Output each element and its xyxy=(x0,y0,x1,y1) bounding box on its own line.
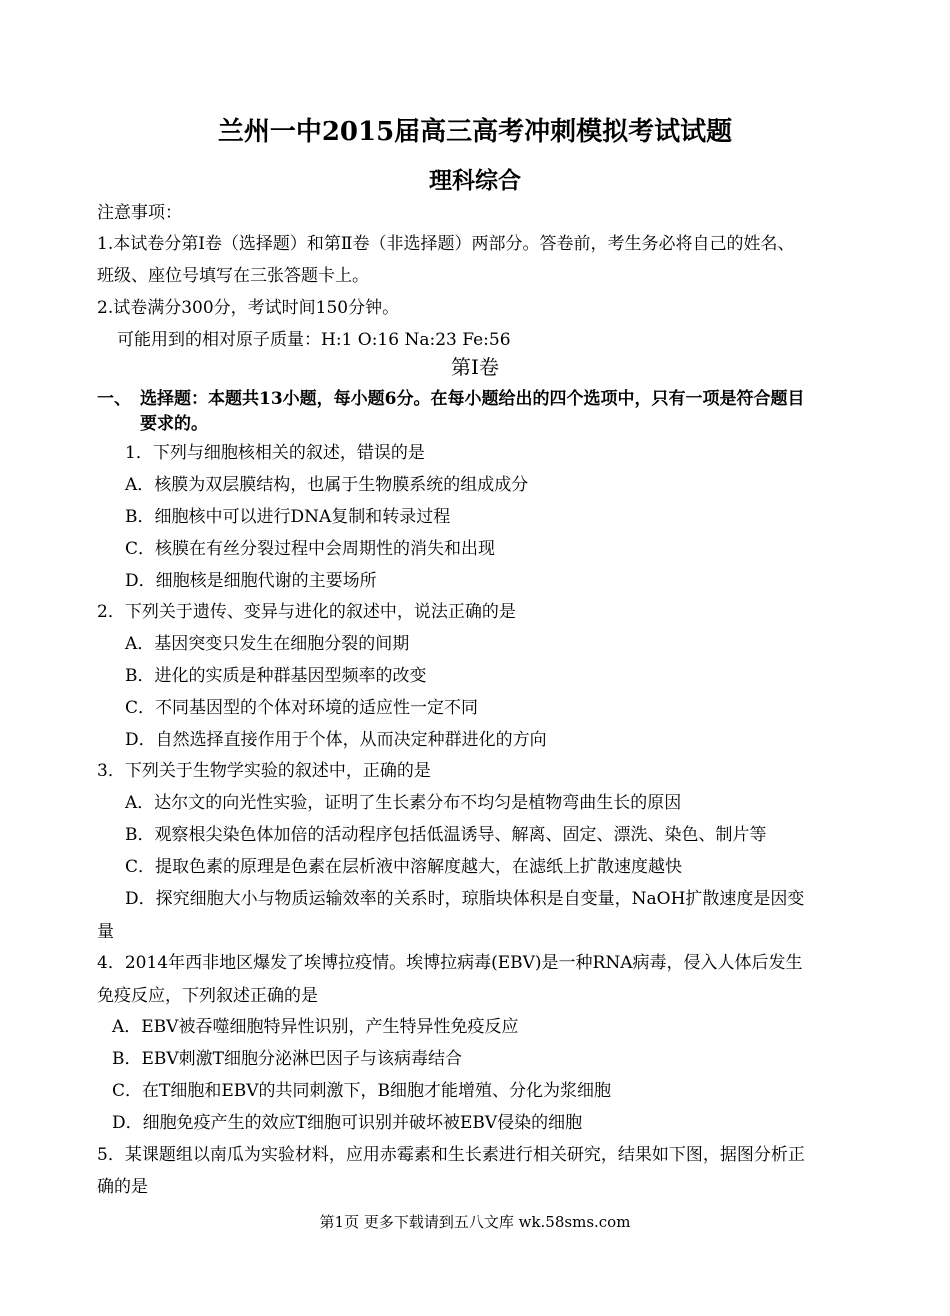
question-1-option-b: B．细胞核中可以进行DNA复制和转录过程 xyxy=(125,507,451,527)
question-4-option-c: C．在T细胞和EBV的共同刺激下，B细胞才能增殖、分化为浆细胞 xyxy=(112,1081,612,1101)
question-2-option-d: D．自然选择直接作用于个体，从而决定种群进化的方向 xyxy=(125,730,547,750)
notice-item-1-line-2: 班级、座位号填写在三张答题卡上。 xyxy=(97,266,369,286)
question-3-stem: 3．下列关于生物学实验的叙述中，正确的是 xyxy=(97,761,431,781)
question-3-option-d: D．探究细胞大小与物质运输效率的关系时，琼脂块体积是自变量，NaOH扩散速度是因变 xyxy=(125,889,805,909)
notice-item-2: 2.试卷满分300分，考试时间150分钟。 xyxy=(97,298,400,318)
question-2-option-b: B．进化的实质是种群基因型频率的改变 xyxy=(125,666,427,686)
question-1-option-a: A．核膜为双层膜结构，也属于生物膜系统的组成成分 xyxy=(125,475,529,495)
question-3-option-a: A．达尔文的向光性实验，证明了生长素分布不均匀是植物弯曲生长的原因 xyxy=(125,793,682,813)
section-number: 一、 xyxy=(97,389,131,409)
question-2-option-a: A．基因突变只发生在细胞分裂的间期 xyxy=(125,634,410,654)
page-footer: 第1页 更多下载请到五八文库 wk.58sms.com xyxy=(319,1213,631,1231)
question-3-option-b: B．观察根尖染色体加倍的活动程序包括低温诱导、解离、固定、漂洗、染色、制片等 xyxy=(125,825,767,845)
notice-item-1-line-1: 1.本试卷分第Ⅰ卷（选择题）和第Ⅱ卷（非选择题）两部分。答卷前，考生务必将自己的姓名、 xyxy=(97,234,795,254)
question-4-stem-line-1: 4．2014年西非地区爆发了埃博拉疫情。埃博拉病毒(EBV)是一种RNA病毒，侵入人体后发生 xyxy=(97,953,803,973)
document-subtitle: 理科综合 xyxy=(429,167,521,194)
question-3-option-d-continuation: 量 xyxy=(97,922,114,942)
question-3-option-c: C．提取色素的原理是色素在层析液中溶解度越大，在滤纸上扩散速度越快 xyxy=(125,857,683,877)
question-1-stem: 1．下列与细胞核相关的叙述，错误的是 xyxy=(125,443,425,463)
section-title: 第Ⅰ卷 xyxy=(451,355,499,379)
question-1-option-c: C．核膜在有丝分裂过程中会周期性的消失和出现 xyxy=(125,539,496,559)
question-5-stem-line-2: 确的是 xyxy=(97,1177,148,1197)
question-2-option-c: C．不同基因型的个体对环境的适应性一定不同 xyxy=(125,698,479,718)
question-4-option-b: B．EBV刺激T细胞分泌淋巴因子与该病毒结合 xyxy=(112,1049,463,1069)
question-2-stem: 2．下列关于遗传、变异与进化的叙述中，说法正确的是 xyxy=(97,602,516,622)
section-instruction-line-1: 选择题：本题共13小题，每小题6分。在每小题给出的四个选项中，只有一项是符合题目 xyxy=(140,389,805,409)
question-4-option-d: D．细胞免疫产生的效应T细胞可识别并破坏被EBV侵染的细胞 xyxy=(112,1113,583,1133)
question-4-stem-line-2: 免疫反应，下列叙述正确的是 xyxy=(97,986,318,1006)
question-4-option-a: A．EBV被吞噬细胞特异性识别，产生特异性免疫反应 xyxy=(112,1017,519,1037)
question-5-stem-line-1: 5．某课题组以南瓜为实验材料，应用赤霉素和生长素进行相关研究，结果如下图，据图分析正 xyxy=(97,1145,805,1165)
atomic-mass-note: 可能用到的相对原子质量：H:1 O:16 Na:23 Fe:56 xyxy=(117,330,511,350)
document-title: 兰州一中2015届高三高考冲刺模拟考试试题 xyxy=(217,117,733,147)
section-instruction-line-2: 要求的。 xyxy=(140,414,208,434)
notice-heading: 注意事项： xyxy=(97,203,182,223)
question-1-option-d: D．细胞核是细胞代谢的主要场所 xyxy=(125,571,377,591)
